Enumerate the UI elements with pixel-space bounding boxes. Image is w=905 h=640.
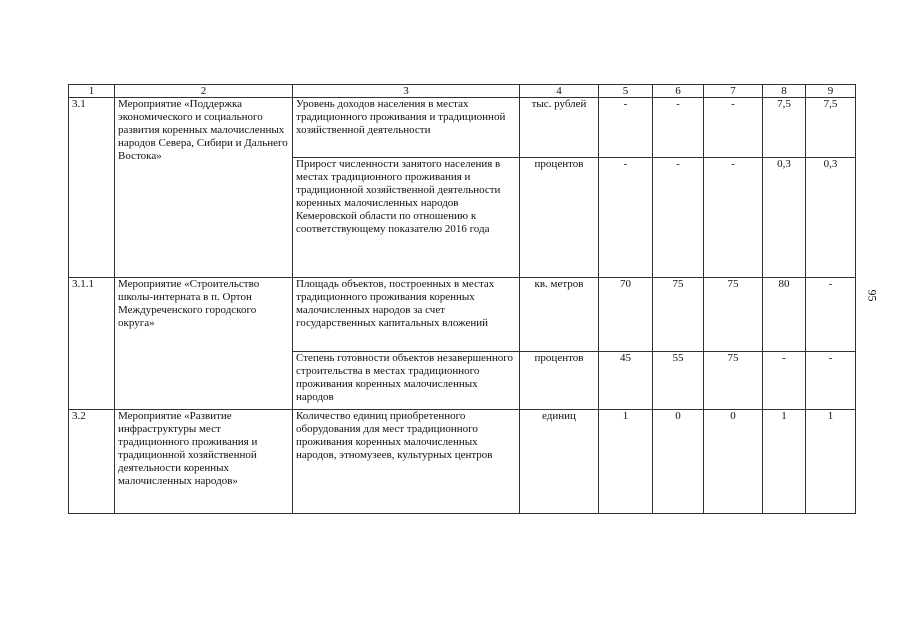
event-name-cell: Мероприятие «Поддержка экономического и социального развития коренных малочисленных народов Севера, Сибири и Дальнего Востока» bbox=[115, 98, 293, 278]
value-cell-9: - bbox=[806, 278, 856, 352]
value-cell-8: - bbox=[763, 352, 806, 410]
column-number-1: 1 bbox=[69, 85, 115, 98]
value-cell-9: 1 bbox=[806, 410, 856, 514]
unit-cell: процентов bbox=[520, 352, 599, 410]
event-name-cell: Мероприятие «Развитие инфраструктуры мест традиционного проживания и традиционной хозяйственной деятельности коренных малочисленных народов» bbox=[115, 410, 293, 514]
table-row bbox=[69, 98, 856, 158]
column-number-8: 8 bbox=[763, 85, 806, 98]
value-cell-8: 80 bbox=[763, 278, 806, 352]
column-number-6: 6 bbox=[653, 85, 704, 98]
value-cell-5: - bbox=[599, 98, 653, 158]
page-number: 95 bbox=[865, 289, 880, 302]
indicator-name-cell: Количество единиц приобретенного оборудования для мест традиционного проживания коренных малочисленных народов, этномузеев, культурных центров bbox=[293, 410, 520, 514]
row-number-cell: 3.1.1 bbox=[69, 278, 115, 410]
value-cell-5: 45 bbox=[599, 352, 653, 410]
table-header-row bbox=[69, 85, 856, 98]
table-row bbox=[69, 278, 856, 352]
unit-cell: процентов bbox=[520, 158, 599, 278]
value-cell-7: 75 bbox=[704, 352, 763, 410]
indicator-name-cell: Площадь объектов, построенных в местах традиционного проживания коренных малочисленных народов за счет государственных капитальных вложений bbox=[293, 278, 520, 352]
value-cell-9: - bbox=[806, 352, 856, 410]
column-number-5: 5 bbox=[599, 85, 653, 98]
unit-cell: тыс. рублей bbox=[520, 98, 599, 158]
event-name-cell: Мероприятие «Строительство школы-интерната в п. Ортон Междуреченского городского округа» bbox=[115, 278, 293, 410]
indicator-name-cell: Степень готовности объектов незавершенного строительства в местах традиционного проживания коренных малочисленных народов bbox=[293, 352, 520, 410]
value-cell-6: - bbox=[653, 98, 704, 158]
value-cell-5: 70 bbox=[599, 278, 653, 352]
row-number-cell: 3.1 bbox=[69, 98, 115, 278]
table-row bbox=[69, 410, 856, 514]
column-number-7: 7 bbox=[704, 85, 763, 98]
indicators-table bbox=[68, 84, 856, 514]
column-number-3: 3 bbox=[293, 85, 520, 98]
value-cell-6: 0 bbox=[653, 410, 704, 514]
value-cell-7: 75 bbox=[704, 278, 763, 352]
indicator-name-cell: Прирост численности занятого населения в местах традиционного проживания и традиционной хозяйственной деятельности коренных малочисленных народов Кемеровской области по отношению к соответствующему показателю 2016 года bbox=[293, 158, 520, 278]
unit-cell: кв. метров bbox=[520, 278, 599, 352]
value-cell-5: 1 bbox=[599, 410, 653, 514]
value-cell-6: 55 bbox=[653, 352, 704, 410]
value-cell-5: - bbox=[599, 158, 653, 278]
value-cell-9: 7,5 bbox=[806, 98, 856, 158]
value-cell-8: 7,5 bbox=[763, 98, 806, 158]
row-number-cell: 3.2 bbox=[69, 410, 115, 514]
value-cell-8: 0,3 bbox=[763, 158, 806, 278]
value-cell-6: 75 bbox=[653, 278, 704, 352]
value-cell-6: - bbox=[653, 158, 704, 278]
column-number-4: 4 bbox=[520, 85, 599, 98]
value-cell-7: 0 bbox=[704, 410, 763, 514]
column-number-2: 2 bbox=[115, 85, 293, 98]
value-cell-8: 1 bbox=[763, 410, 806, 514]
value-cell-7: - bbox=[704, 158, 763, 278]
value-cell-9: 0,3 bbox=[806, 158, 856, 278]
column-number-9: 9 bbox=[806, 85, 856, 98]
value-cell-7: - bbox=[704, 98, 763, 158]
indicator-name-cell: Уровень доходов населения в местах традиционного проживания и традиционной хозяйственной деятельности bbox=[293, 98, 520, 158]
unit-cell: единиц bbox=[520, 410, 599, 514]
